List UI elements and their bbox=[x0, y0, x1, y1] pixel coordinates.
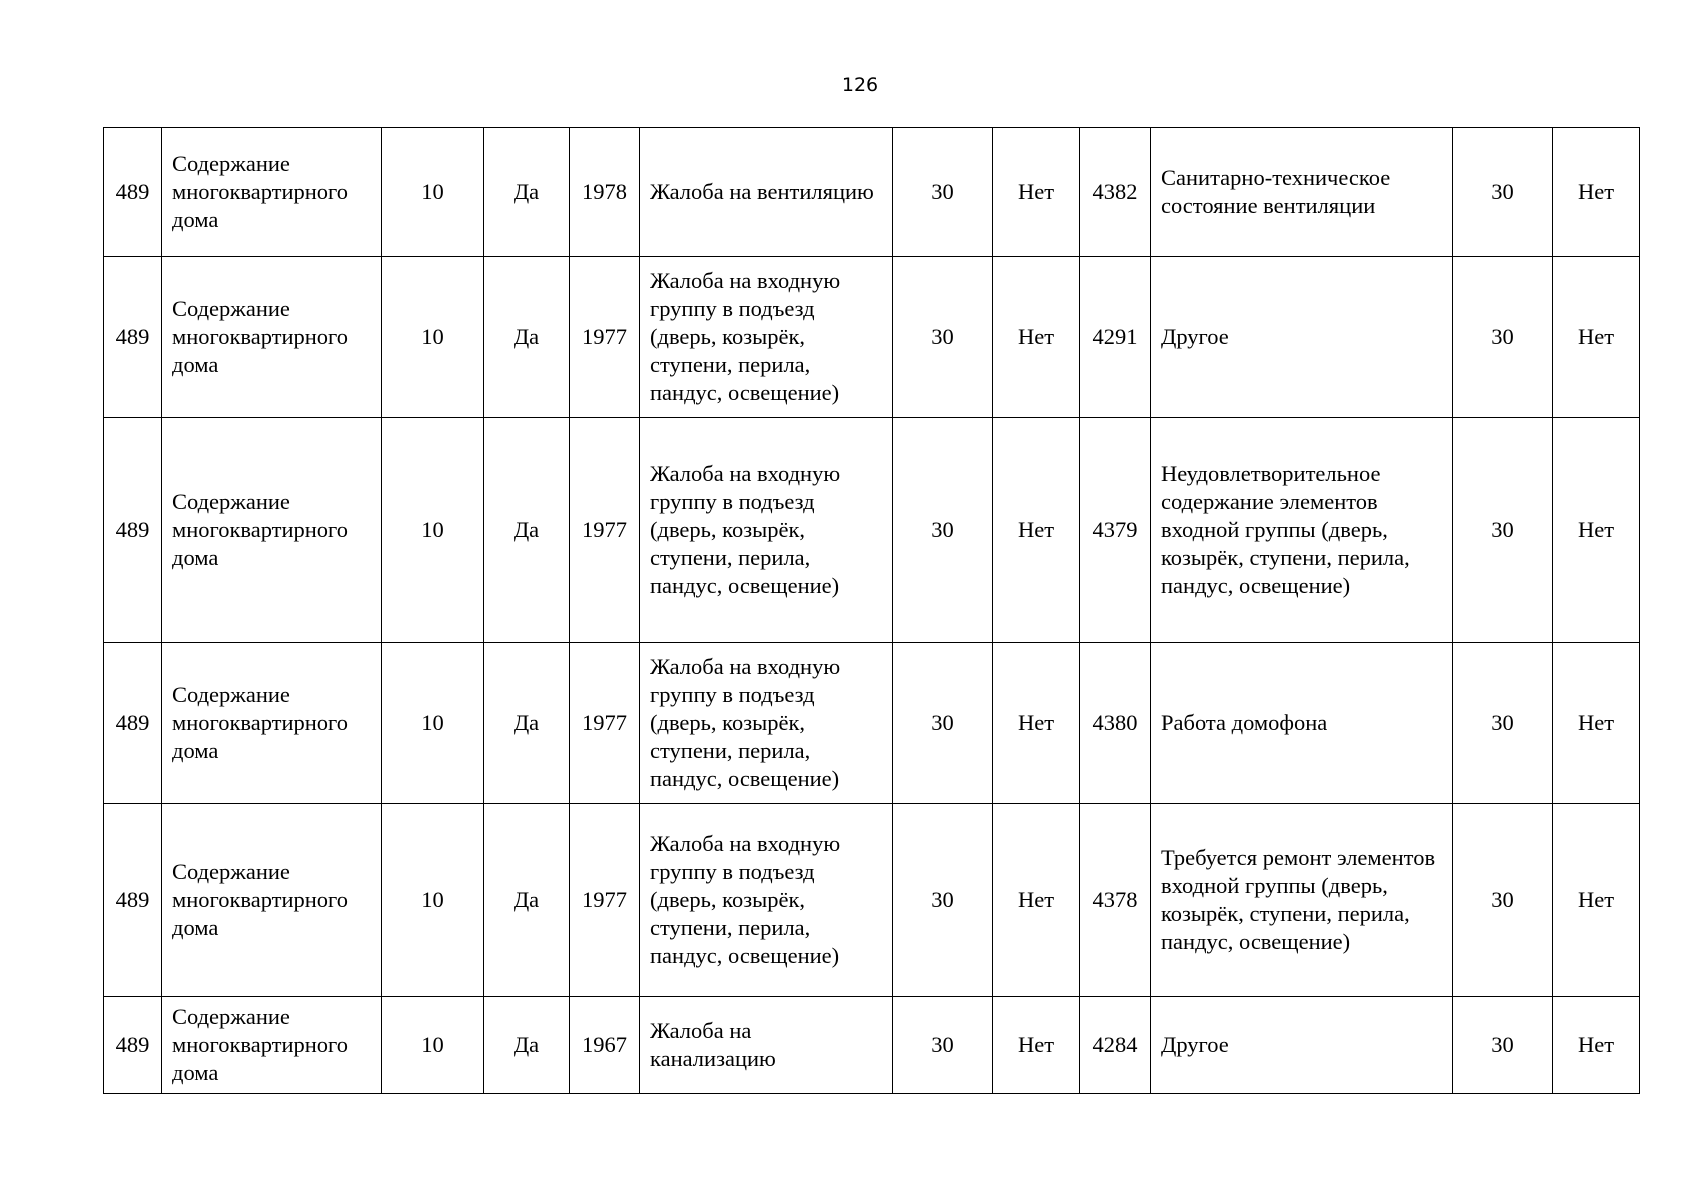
flag-a-cell: Да bbox=[484, 643, 570, 804]
subcategory-id-cell: 1977 bbox=[570, 643, 640, 804]
category-cell: Содержание многоквартирного дома bbox=[162, 804, 382, 997]
category-cell: Содержание многоквартирного дома bbox=[162, 128, 382, 257]
days-c-cell: 30 bbox=[1453, 804, 1553, 997]
days-b-cell: 30 bbox=[893, 643, 993, 804]
row-id: 489 bbox=[104, 997, 162, 1094]
flag-b-cell: Нет bbox=[993, 128, 1080, 257]
flag-c-cell: Нет bbox=[1553, 128, 1640, 257]
subcategory-cell: Жалоба на входную группу в подъезд (дверь, козырёк, ступени, перила, пандус, освещение) bbox=[640, 257, 893, 418]
category-cell: Содержание многоквартирного дома bbox=[162, 418, 382, 643]
days-a-cell: 10 bbox=[382, 257, 484, 418]
flag-a-cell: Да bbox=[484, 804, 570, 997]
category-cell: Содержание многоквартирного дома bbox=[162, 997, 382, 1094]
table-row bbox=[104, 257, 1640, 418]
days-c-cell: 30 bbox=[1453, 643, 1553, 804]
reason-id-cell: 4379 bbox=[1080, 418, 1151, 643]
category-cell: Содержание многоквартирного дома bbox=[162, 643, 382, 804]
reason-cell: Неудовлетворительное содержание элементов входной группы (дверь, козырёк, ступени, перила, пандус, освещение) bbox=[1151, 418, 1453, 643]
table-row bbox=[104, 128, 1640, 257]
subcategory-cell: Жалоба на канализацию bbox=[640, 997, 893, 1094]
days-c-cell: 30 bbox=[1453, 257, 1553, 418]
reason-cell: Другое bbox=[1151, 257, 1453, 418]
days-b-cell: 30 bbox=[893, 257, 993, 418]
flag-a-cell: Да bbox=[484, 128, 570, 257]
flag-a-cell: Да bbox=[484, 257, 570, 418]
row-id: 489 bbox=[104, 418, 162, 643]
flag-c-cell: Нет bbox=[1553, 804, 1640, 997]
subcategory-id-cell: 1977 bbox=[570, 804, 640, 997]
registry-table bbox=[103, 127, 1640, 1094]
subcategory-id-cell: 1977 bbox=[570, 418, 640, 643]
subcategory-id-cell: 1967 bbox=[570, 997, 640, 1094]
table-row bbox=[104, 418, 1640, 643]
reason-id-cell: 4291 bbox=[1080, 257, 1151, 418]
days-a-cell: 10 bbox=[382, 418, 484, 643]
flag-b-cell: Нет bbox=[993, 643, 1080, 804]
days-a-cell: 10 bbox=[382, 804, 484, 997]
page-number: 126 bbox=[841, 74, 879, 96]
flag-b-cell: Нет bbox=[993, 997, 1080, 1094]
days-b-cell: 30 bbox=[893, 418, 993, 643]
reason-id-cell: 4284 bbox=[1080, 997, 1151, 1094]
flag-b-cell: Нет bbox=[993, 804, 1080, 997]
reason-id-cell: 4380 bbox=[1080, 643, 1151, 804]
flag-a-cell: Да bbox=[484, 997, 570, 1094]
table-row bbox=[104, 997, 1640, 1094]
table-row bbox=[104, 643, 1640, 804]
days-a-cell: 10 bbox=[382, 643, 484, 804]
reason-cell: Работа домофона bbox=[1151, 643, 1453, 804]
subcategory-cell: Жалоба на входную группу в подъезд (дверь, козырёк, ступени, перила, пандус, освещение) bbox=[640, 643, 893, 804]
flag-c-cell: Нет bbox=[1553, 997, 1640, 1094]
days-a-cell: 10 bbox=[382, 128, 484, 257]
subcategory-id-cell: 1978 bbox=[570, 128, 640, 257]
days-a-cell: 10 bbox=[382, 997, 484, 1094]
row-id: 489 bbox=[104, 257, 162, 418]
row-id: 489 bbox=[104, 128, 162, 257]
days-b-cell: 30 bbox=[893, 804, 993, 997]
row-id: 489 bbox=[104, 643, 162, 804]
flag-a-cell: Да bbox=[484, 418, 570, 643]
subcategory-cell: Жалоба на вентиляцию bbox=[640, 128, 893, 257]
table-body bbox=[104, 128, 1640, 1094]
subcategory-cell: Жалоба на входную группу в подъезд (дверь, козырёк, ступени, перила, пандус, освещение) bbox=[640, 804, 893, 997]
reason-cell: Другое bbox=[1151, 997, 1453, 1094]
reason-id-cell: 4382 bbox=[1080, 128, 1151, 257]
days-b-cell: 30 bbox=[893, 128, 993, 257]
flag-b-cell: Нет bbox=[993, 418, 1080, 643]
subcategory-cell: Жалоба на входную группу в подъезд (дверь, козырёк, ступени, перила, пандус, освещение) bbox=[640, 418, 893, 643]
days-c-cell: 30 bbox=[1453, 418, 1553, 643]
table-row bbox=[104, 804, 1640, 997]
flag-c-cell: Нет bbox=[1553, 643, 1640, 804]
days-c-cell: 30 bbox=[1453, 997, 1553, 1094]
flag-b-cell: Нет bbox=[993, 257, 1080, 418]
flag-c-cell: Нет bbox=[1553, 418, 1640, 643]
flag-c-cell: Нет bbox=[1553, 257, 1640, 418]
days-b-cell: 30 bbox=[893, 997, 993, 1094]
days-c-cell: 30 bbox=[1453, 128, 1553, 257]
reason-cell: Требуется ремонт элементов входной группы (дверь, козырёк, ступени, перила, пандус, освещение) bbox=[1151, 804, 1453, 997]
category-cell: Содержание многоквартирного дома bbox=[162, 257, 382, 418]
row-id: 489 bbox=[104, 804, 162, 997]
reason-cell: Санитарно-техническое состояние вентиляции bbox=[1151, 128, 1453, 257]
subcategory-id-cell: 1977 bbox=[570, 257, 640, 418]
reason-id-cell: 4378 bbox=[1080, 804, 1151, 997]
